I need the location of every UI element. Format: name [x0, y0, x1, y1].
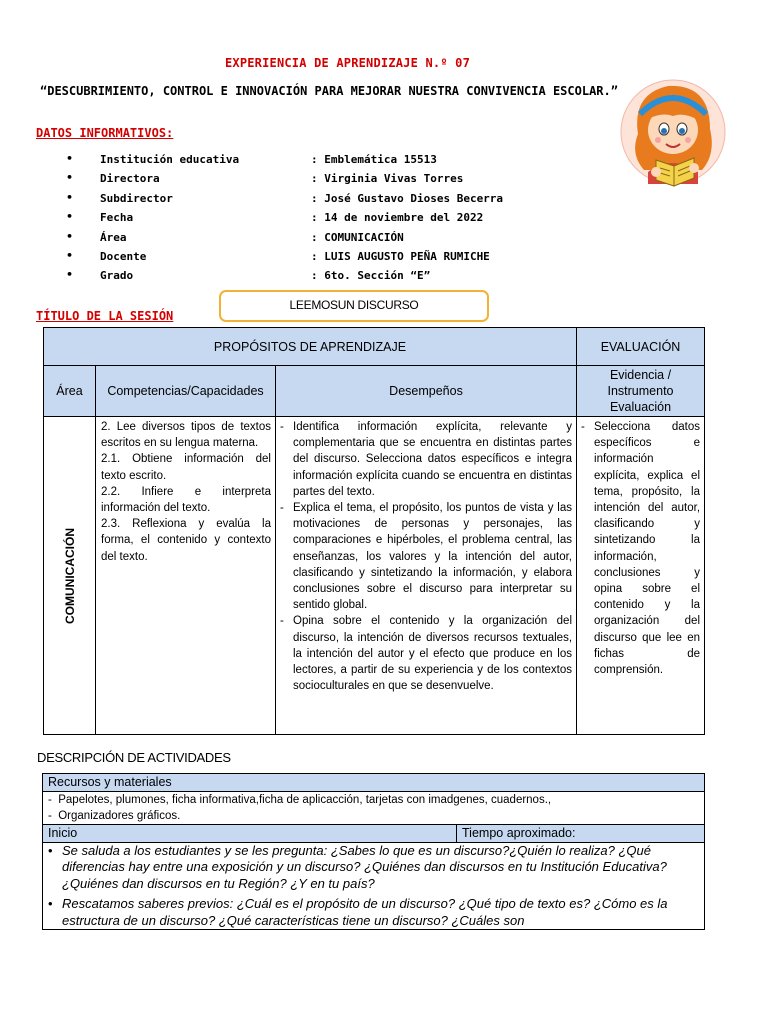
info-value: : Emblemática 15513 [311, 153, 437, 166]
info-value: : Virginia Vivas Torres [311, 172, 464, 186]
desempenos-header: Desempeños [276, 366, 577, 417]
info-row-docente [66, 249, 586, 268]
info-value: : COMUNICACIÓN [311, 230, 404, 244]
datos-informativos-list [66, 152, 586, 288]
evidencia-item: - Selecciona datos específicos e información explícita, explica el tema, propósito, la intención del autor, clasificando y sintetizando la información, conclusiones y opina sobre el contenido y la organización del discurso que lee en fichas de comprensión. [581, 419, 700, 678]
area-cell [44, 417, 96, 735]
info-row-fecha [66, 210, 586, 229]
info-row-area [66, 230, 586, 249]
competencia-item: 2.3. Reflexiona y evalúa la forma, el contenido y contexto del texto. [101, 518, 271, 563]
bullet-icon: • [66, 210, 74, 224]
recursos-header: Recursos y materiales [43, 774, 705, 792]
girl-reading-book-icon [618, 74, 728, 194]
competencia-item: 2.1. Obtiene información del texto escrito. [101, 453, 271, 482]
propositos-header: PROPÓSITOS DE APRENDIZAJE [44, 328, 577, 366]
desempenos-cell [276, 417, 577, 735]
competencias-cell [96, 417, 276, 735]
desempeno-item: - Explica el tema, el propósito, los puntos de vista y las motivaciones de personas y personajes, las comparaciones e hipérboles, el problema central, las enseñanzas, los valores y la intención del autor, clasificando y sintetizando la información, y elabora conclusiones sobre el discurso para interpretar su sentido global. [280, 500, 572, 613]
recurso-item: - Papelotes, plumones, ficha informativa,ficha de aplicacción, tarjetas con imadgenes, cuadernos., [48, 794, 552, 806]
bullet-icon: • [66, 268, 74, 282]
info-label: Institución educativa [100, 153, 240, 166]
area-header: Área [44, 366, 96, 417]
info-label: Docente [100, 249, 147, 263]
inicio-item: • Se saluda a los estudiantes y se les pregunta: ¿Sabes lo que es un discurso?¿Quién lo realiza? ¿Qué diferencias hay entre una exposición y un discurso? ¿Quiénes dan discursos en tu Institución Educativa? ¿Quiénes dan discursos en tu Región? ¿Y en tu país? [48, 843, 699, 892]
info-row-grado [66, 268, 586, 287]
info-label: Grado [100, 269, 134, 283]
info-label: Área [100, 230, 127, 244]
evaluacion-header: EVALUACIÓN [577, 328, 705, 366]
info-value: : 14 de noviembre del 2022 [311, 211, 484, 225]
info-value: : José Gustavo Dioses Becerra [311, 191, 504, 205]
evidencia-header: Evidencia / Instrumento Evaluación [577, 366, 705, 417]
bullet-icon: • [66, 152, 74, 165]
area-value: COMUNICACIÓN [62, 527, 77, 624]
propositos-table [43, 327, 705, 735]
inicio-header: Inicio [43, 825, 457, 843]
page-subtitle: “DESCUBRIMIENTO, CONTROL E INNOVACIÓN PARA MEJORAR NUESTRA CONVIVENCIA ESCOLAR.” [40, 84, 618, 98]
evidencia-cell [577, 417, 705, 735]
datos-informativos-label: DATOS INFORMATIVOS: [36, 126, 174, 140]
tiempo-header: Tiempo aproximado: [457, 825, 705, 843]
bullet-icon: • [66, 229, 74, 243]
session-title-box [219, 290, 489, 322]
descripcion-actividades-title: DESCRIPCIÓN DE ACTIVIDADES [37, 750, 231, 765]
recurso-item: - Organizadores gráficos. [48, 810, 181, 822]
desempeno-item: - Opina sobre el contenido y la organización del discurso, la intención de diversos recursos textuales, la intención del autor y el efecto que produce en los lectores, a partir de su experiencia y de los contextos socioculturales en que se desenvuelve. [280, 613, 572, 694]
bullet-icon: • [66, 248, 74, 262]
info-value: : 6to. Sección “E” [311, 269, 431, 283]
info-row-institucion [66, 152, 586, 171]
competencia-item: 2. Lee diversos tipos de textos escritos en su lengua materna. [101, 421, 271, 450]
bullet-icon: • [66, 190, 74, 204]
recursos-cell [43, 792, 705, 825]
info-label: Fecha [100, 211, 134, 225]
info-row-subdirector [66, 191, 586, 210]
inicio-cell [43, 843, 705, 930]
actividades-table [42, 773, 705, 930]
info-label: Directora [100, 172, 160, 186]
info-value: : LUIS AUGUSTO PEÑA RUMICHE [311, 249, 490, 263]
competencias-header: Competencias/Capacidades [96, 366, 276, 417]
page-title: EXPERIENCIA DE APRENDIZAJE N.º 07 [224, 56, 470, 70]
desempeno-item: - Identifica información explícita, relevante y complementaria que se encuentra en distintas partes del discurso. Selecciona datos específicos e integra información explícita cuando se encuentra en distintas partes del texto. [280, 419, 572, 500]
session-title-label: TÍTULO DE LA SESIÓN [36, 309, 174, 323]
competencia-item: 2.2. Infiere e interpreta información del texto. [101, 485, 271, 515]
bullet-icon: • [66, 171, 74, 185]
info-row-directora [66, 171, 586, 190]
session-title: LEEMOSUN DISCURSO [289, 298, 419, 312]
info-label: Subdirector [100, 191, 173, 205]
inicio-item: • Rescatamos saberes previos: ¿Cuál es el propósito de un discurso? ¿Qué tipo de texto es? ¿Cómo es la estructura de un discurso? ¿Qué características tiene un discurso? ¿Cuáles son [48, 896, 699, 929]
